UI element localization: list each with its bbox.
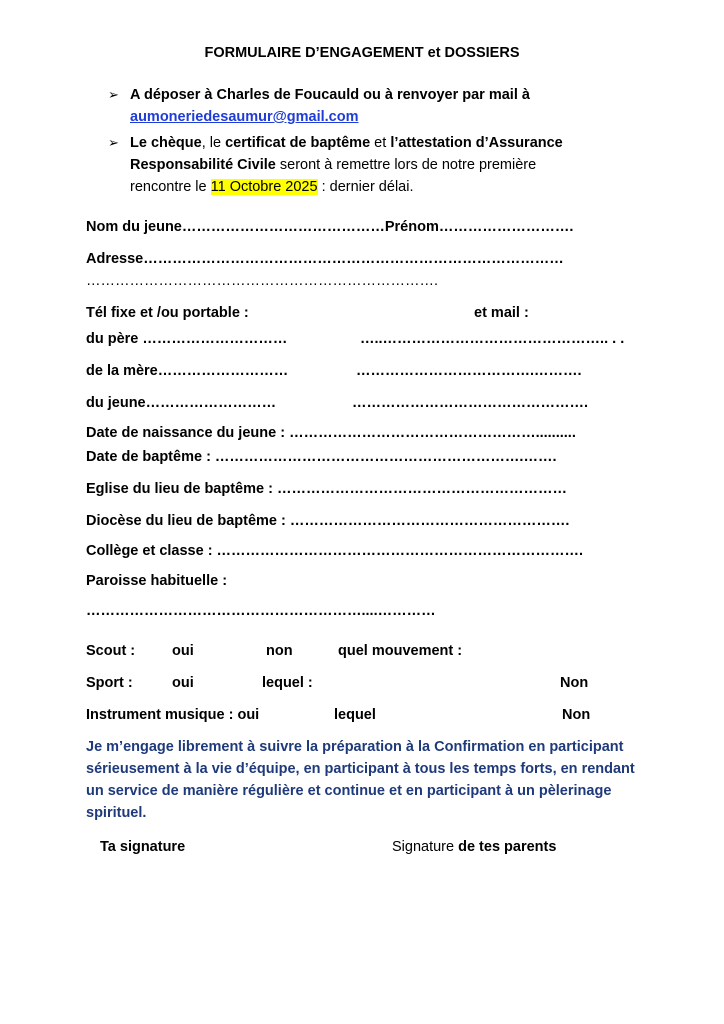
instruction-documents-line1: Le chèque, le certificat de baptême et l’attestation d’Assurance <box>130 135 563 151</box>
field-diocese-bapteme[interactable]: Diocèse du lieu de baptême : …………………………………………………. <box>86 513 570 529</box>
scout-oui-option[interactable]: oui <box>172 643 194 659</box>
scout-label: Scout : <box>86 643 136 659</box>
arrow-bullet-icon: ➢ <box>108 87 119 102</box>
scout-non-option[interactable]: non <box>266 643 293 659</box>
field-adresse-line2[interactable]: ………………………………………………………………. <box>86 273 439 289</box>
field-college-classe[interactable]: Collège et classe : …………………………………………………………………. <box>86 543 584 559</box>
email-link[interactable]: aumoneriedesaumur@gmail.com <box>130 109 359 125</box>
field-nom-prenom[interactable]: Nom du jeune……………………………………Prénom………………………. <box>86 219 574 235</box>
field-mail-pere[interactable]: …..……………………………………….. . . <box>360 331 625 347</box>
field-adresse[interactable]: Adresse…………………………………………………………………………… <box>86 251 564 267</box>
instruction-documents-line3: rencontre le 11 Octobre 2025 : dernier délai. <box>130 179 414 195</box>
field-eglise-bapteme[interactable]: Eglise du lieu de baptême : …………………………………………………… <box>86 481 567 497</box>
signature-parents-label: Signature de tes parents <box>392 839 557 855</box>
instruction-deposit: A déposer à Charles de Foucauld ou à renvoyer par mail à <box>130 87 530 103</box>
field-date-naissance[interactable]: Date de naissance du jeune : …………………………………………….......... <box>86 425 576 441</box>
tel-label: Tél fixe et /ou portable : <box>86 305 249 321</box>
field-tel-mere[interactable]: de la mère……………………… <box>86 363 289 379</box>
deadline-date: 11 Octobre 2025 <box>210 179 318 195</box>
field-tel-pere[interactable]: du père ………………………… <box>86 331 288 347</box>
instrument-non-option[interactable]: Non <box>562 707 591 723</box>
signature-jeune-label: Ta signature <box>100 839 186 855</box>
instrument-lequel-label: lequel <box>334 707 376 723</box>
mail-label: et mail : <box>474 305 529 321</box>
sport-non-option[interactable]: Non <box>560 675 589 691</box>
engagement-statement: Je m’engage librement à suivre la préparation à la Confirmation en participant sérieusement à la vie d’équipe, en participant à tous les temps forts, en rendant un service de manière régulière et continue et en participant à un pèlerinage spirituel. <box>86 739 635 821</box>
field-paroisse[interactable]: …………………………………………………....………… <box>86 603 436 619</box>
field-date-bapteme[interactable]: Date de baptême : ……………………………………………………….……. <box>86 449 557 465</box>
field-mail-jeune[interactable]: …………………………………………. <box>352 395 589 411</box>
instruction-documents-line2: Responsabilité Civile seront à remettre lors de notre première <box>130 157 537 173</box>
scout-mouvement-label: quel mouvement : <box>338 643 463 659</box>
sport-label: Sport : <box>86 675 133 691</box>
field-tel-jeune[interactable]: du jeune……………………… <box>86 395 277 411</box>
page-title: FORMULAIRE D’ENGAGEMENT et DOSSIERS <box>204 45 520 61</box>
field-mail-mere[interactable]: ……………………………….………. <box>356 363 582 379</box>
sport-lequel-label: lequel : <box>262 675 313 691</box>
sport-oui-option[interactable]: oui <box>172 675 194 691</box>
paroisse-label: Paroisse habituelle : <box>86 573 228 589</box>
arrow-bullet-icon: ➢ <box>108 135 119 150</box>
instrument-label[interactable]: Instrument musique : oui <box>86 707 260 723</box>
